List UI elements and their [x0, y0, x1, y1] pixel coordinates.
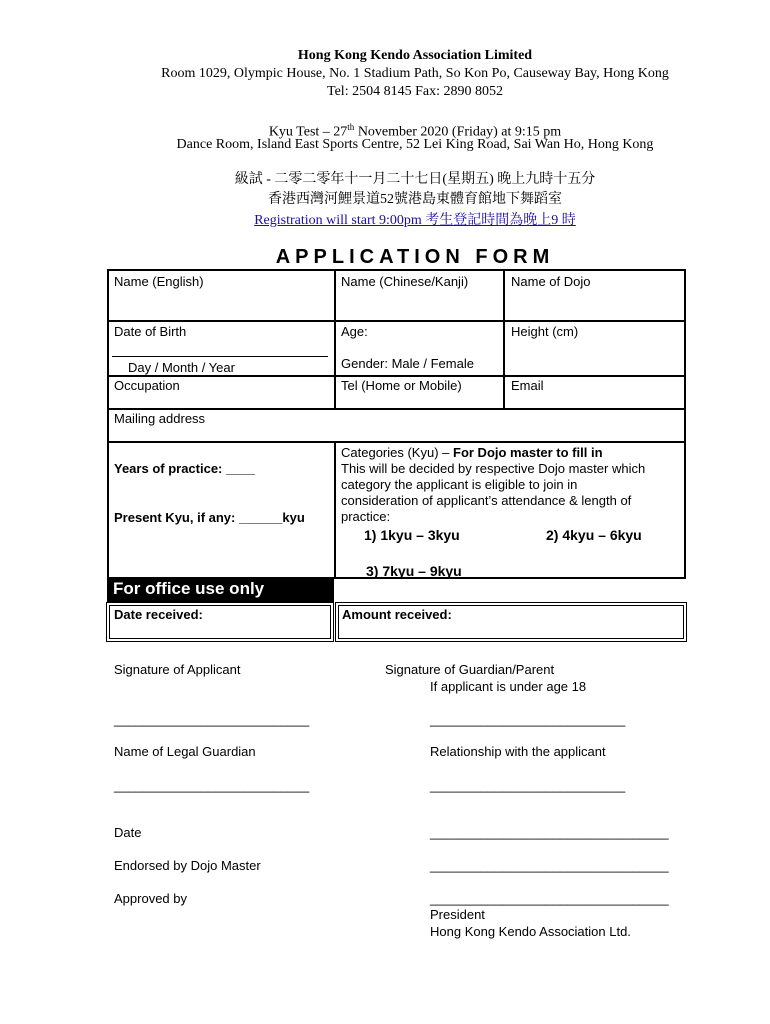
signature-applicant-label: Signature of Applicant [114, 662, 241, 677]
legal-guardian-label: Name of Legal Guardian [114, 744, 256, 759]
date-label: Date [114, 825, 142, 840]
divider [107, 441, 686, 443]
endorsed-label: Endorsed by Dojo Master [114, 858, 261, 873]
dob-line [112, 356, 328, 357]
categories-desc-3: consideration of applicant’s attendance & length of [341, 493, 632, 508]
venue-chinese: 香港西灣河鯉景道52號港島東體育館地下舞蹈室 [268, 192, 562, 207]
president-org: Hong Kong Kendo Association Ltd. [430, 924, 631, 939]
event-chinese: 級試 - 二零二零年十一月二十七日(星期五) 晚上九時十五分 [234, 172, 596, 187]
tel-label: Tel (Home or Mobile) [341, 378, 462, 393]
categories-bold: For Dojo master to fill in [453, 445, 603, 460]
name-dojo-label: Name of Dojo [511, 274, 591, 289]
mailing-label: Mailing address [114, 411, 206, 426]
approved-label: Approved by [114, 891, 187, 906]
name-chinese-label: Name (Chinese/Kanji) [341, 274, 469, 289]
amount-received-label: Amount received: [342, 607, 452, 622]
signature-guardian-label: Signature of Guardian/Parent [385, 662, 555, 677]
president-title: President [430, 907, 485, 922]
dob-label: Date of Birth [114, 324, 187, 339]
endorsed-line: _________________________________ [430, 858, 669, 873]
height-label: Height (cm) [511, 324, 579, 339]
org-contact: Tel: 2504 8145 Fax: 2890 8052 [327, 84, 503, 99]
email-label: Email [511, 378, 544, 393]
relationship-line: ___________________________ [430, 778, 626, 793]
relationship-label: Relationship with the applicant [430, 744, 606, 759]
registration-link[interactable]: Registration will start 9:00pm 考生登記時間為晚上9 時 [254, 213, 576, 228]
categories-prefix: Categories (Kyu) – [341, 445, 453, 460]
registration-note[interactable] [0, 212, 770, 230]
gender-label: Gender: Male / Female [341, 356, 474, 371]
org-name: Hong Kong Kendo Association Limited [297, 48, 533, 63]
category-1: 1) 1kyu – 3kyu [364, 527, 460, 543]
category-2: 2) 4kyu – 6kyu [546, 527, 642, 543]
present-kyu-label: Present Kyu, if any: ______kyu [114, 510, 305, 525]
guardian-note: If applicant is under age 18 [430, 679, 587, 694]
age-label: Age: [341, 324, 368, 339]
org-address: Room 1029, Olympic House, No. 1 Stadium Path, So Kon Po, Causeway Bay, Hong Kong [161, 66, 669, 81]
occupation-label: Occupation [114, 378, 180, 393]
divider [107, 320, 686, 322]
applicant-signature-line: ___________________________ [114, 712, 310, 727]
divider [334, 441, 336, 579]
event-sup: th [347, 122, 355, 132]
category-3: 3) 7kyu – 9kyu [366, 563, 462, 579]
categories-heading [341, 445, 603, 461]
categories-desc-2: category the applicant is eligible to join in [341, 477, 578, 492]
event-suffix: November 2020 (Friday) at 9:15 pm [354, 124, 562, 140]
approved-line: _________________________________ [430, 891, 669, 906]
date-received-label: Date received: [114, 607, 203, 622]
dob-format: Day / Month / Year [128, 360, 235, 375]
years-practice-label: Years of practice: ____ [114, 461, 255, 476]
date-line: _________________________________ [430, 825, 669, 840]
categories-desc-4: practice: [341, 509, 391, 524]
categories-desc-1: This will be decided by respective Dojo master which [341, 461, 646, 476]
divider [503, 269, 505, 409]
guardian-signature-line: ___________________________ [430, 712, 626, 727]
event-prefix: Kyu Test – 27 [268, 124, 348, 140]
event-venue: Dance Room, Island East Sports Centre, 52 Lei King Road, Sai Wan Ho, Hong Kong [176, 137, 654, 152]
name-english-label: Name (English) [114, 274, 204, 289]
form-title: APPLICATION FORM [275, 246, 555, 268]
divider [107, 408, 686, 410]
divider [334, 269, 336, 409]
office-use-heading: For office use only [107, 578, 334, 602]
legal-guardian-line: ___________________________ [114, 778, 310, 793]
